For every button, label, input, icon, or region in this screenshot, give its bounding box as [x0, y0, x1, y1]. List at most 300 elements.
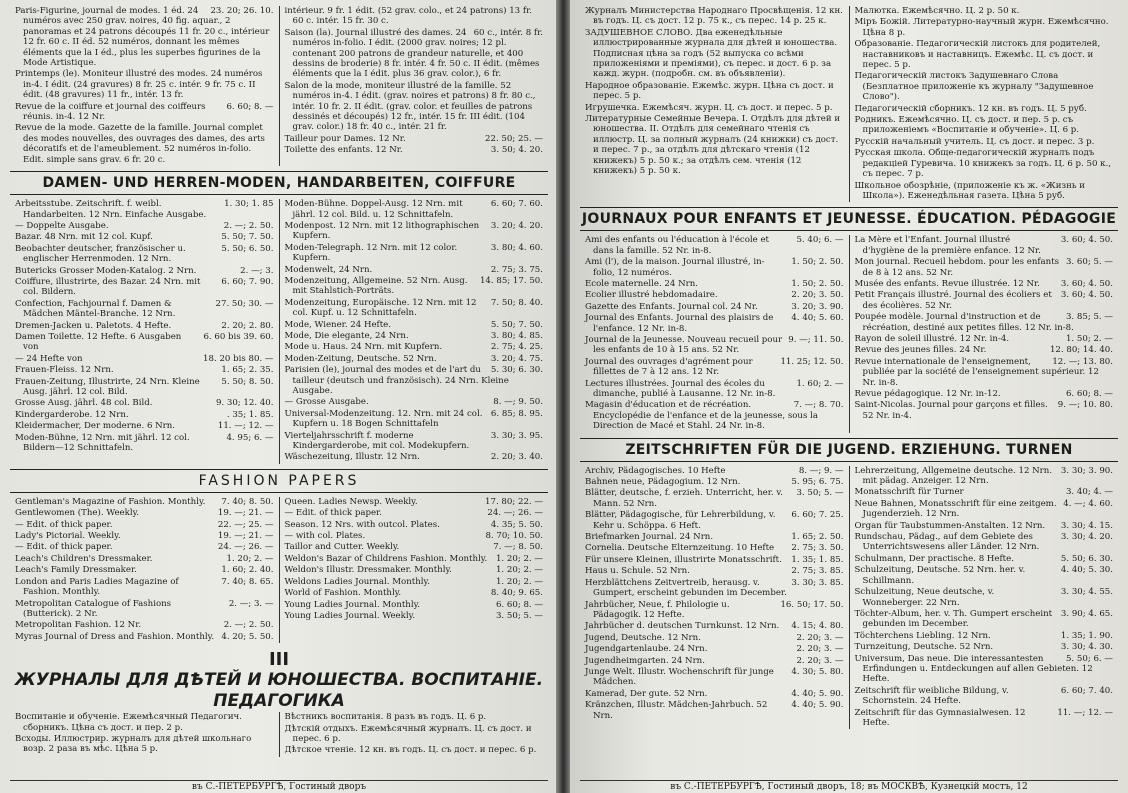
- section-heading-journaux-enfants: JOURNAUX POUR ENFANTS ET JEUNESSE. ÉDUCATION. PÉDAGOGIE: [580, 207, 1118, 231]
- listing-text: — 24 Hefte von: [15, 353, 83, 364]
- listing-price: 2. 20; 3. 50.: [791, 290, 844, 301]
- listing-price: 7. 50; 8. 40.: [490, 297, 543, 308]
- listing-price: 18. 20 bis 80. —: [203, 353, 274, 364]
- listing-entry: [285, 6, 544, 27]
- listing-entry: [855, 312, 1114, 333]
- listing-entry: [285, 745, 544, 755]
- listing-price: 12. —; 13. 80.: [1052, 356, 1113, 367]
- listing-text: Revue pédagogique. 12 Nr. in-12.: [854, 389, 1001, 399]
- listing-text: Jahrbücher d. deutschen Turnkunst. 12 Nrn.: [585, 621, 780, 632]
- right-top-col-b: [849, 6, 1119, 202]
- listing-text: Taillor and Cutter. Weekly.: [284, 542, 400, 553]
- listing-text: Frauen-Zeitung, Illustrirte, 24 Nrn. Kleine Ausg. jährl. 12 col. Bild.: [15, 376, 200, 397]
- right-top-col-a: [580, 6, 849, 202]
- listing-text: Magasin d'éducation et de récréation. Encyclopédie de l'enfance et de la jeunesse, sous la Direction de Macé et Stahl. 24 Nr. in-8.: [585, 400, 818, 432]
- listing-price: 8. 40; 9. 65.: [490, 588, 543, 599]
- listing-entry: [285, 542, 544, 552]
- listing-text: Rayon de soleil illustré. 12 Nr. in-4.: [854, 333, 1010, 344]
- listing-price: 4. 40; 5. 30.: [1060, 565, 1113, 576]
- listing-entry: [855, 400, 1114, 421]
- listing-entry: [855, 609, 1114, 630]
- listing-price: 6. 60; 8. —: [226, 101, 274, 112]
- listing-entry: [585, 235, 844, 256]
- listing-entry: [855, 290, 1114, 311]
- right-zeit-col-a: [580, 466, 849, 730]
- listing-price: 9. —; 11. 50.: [788, 334, 844, 345]
- listing-price: 4. 15; 4. 80.: [791, 621, 844, 632]
- right-zeit-columns: [580, 466, 1118, 730]
- listing-price: 9. —; 10. 80.: [1057, 400, 1113, 411]
- listing-text: Junge Welt. Illustr. Wochenschrift für junge Mädchen.: [585, 666, 774, 688]
- listing-price: 3. 50; 5. —: [796, 488, 844, 499]
- right-mid-col-a: [580, 235, 849, 432]
- listing-price: 3. 50; 5. —: [495, 610, 543, 621]
- listing-price: 6. 60; 7. 25.: [791, 510, 844, 521]
- listing-text: Metropolitan Catalogue of Fashions (Butterick). 2 Nr.: [15, 598, 172, 619]
- left-top-col-a: [10, 6, 279, 166]
- listing-text: Ecolier illustré hebdomadaire.: [585, 290, 718, 301]
- listing-price: 4. 30; 5. 80.: [791, 666, 844, 677]
- listing-text: Дѣтское чтеніе. 12 кн. въ годъ. Ц. съ дост. и перес. 6 р.: [284, 745, 537, 756]
- listing-price: 4. 95; 6. —: [226, 432, 274, 443]
- listing-price: 6. 60; 7. 90.: [221, 276, 274, 287]
- listing-price: 3. 60; 4. 50.: [1060, 290, 1113, 301]
- listing-text: Beobachter deutscher, französischer u. englischer Herrenmoden. 12 Nrn.: [15, 243, 186, 265]
- listing-price: 3. 80; 4. 85.: [490, 330, 543, 341]
- listing-entry: [585, 357, 844, 378]
- listing-text: Tailleur pour Dames. 12 Nr.: [284, 133, 406, 144]
- listing-text: Mode, Wiener. 24 Hefte.: [284, 319, 391, 330]
- listing-price: 5. 50; 7. 50.: [221, 232, 274, 243]
- listing-text: Moden-Zeitung, Deutsche. 52 Nrn.: [284, 353, 437, 364]
- listing-entry: [15, 599, 274, 620]
- listing-entry: [585, 257, 844, 278]
- listing-entry: [15, 433, 274, 454]
- listing-price: 1. 30; 1. 85: [224, 199, 274, 210]
- listing-price: 12. 80; 14. 40.: [1049, 345, 1113, 356]
- left-mid-columns: [10, 199, 548, 464]
- listing-price: 60 c., intér. 8 fr.: [473, 27, 543, 38]
- listing-entry: [855, 521, 1114, 531]
- listing-text: Poupée modèle. Journal d'instruction et de récréation, destiné aux petites filles. 12 Nr. in-8.: [854, 312, 1074, 333]
- listing-text: Jahrbücher, Neue, f. Philologie u. Pädagogik. 12 Hefte.: [585, 599, 730, 620]
- listing-text: Toilette des enfants. 12 Nr.: [284, 145, 403, 156]
- right-page: [570, 0, 1128, 793]
- listing-entry: [15, 69, 274, 100]
- listing-entry: [285, 520, 544, 530]
- listing-text: Revue de la coiffure et journal des coiffeurs réunis. in-4. 12 Nr.: [15, 101, 206, 123]
- listing-price: 3. 20; 4. 20.: [490, 220, 543, 231]
- listing-entry: [585, 578, 844, 599]
- listing-entry: [585, 656, 844, 666]
- listing-price: 1. 35; 1. 85.: [791, 554, 844, 565]
- listing-price: 1. 50; 2. —: [1065, 333, 1113, 344]
- listing-text: Rundschau, Pädag., auf dem Gebiete des Unterrichtswesens aller Länder. 12 Nrn.: [854, 532, 1040, 553]
- listing-price: 1. 20; 2. —: [226, 553, 274, 564]
- listing-entry: [15, 377, 274, 398]
- listing-entry: [15, 354, 274, 364]
- listing-entry: [855, 71, 1114, 102]
- listing-price: 7. 40; 8. 65.: [221, 576, 274, 587]
- listing-text: Archiv, Pädagogisches. 10 Hefte: [585, 465, 726, 476]
- listing-entry: [285, 431, 544, 452]
- listing-entry: [855, 532, 1114, 553]
- listing-text: Weldons Ladies Journal. Monthly.: [284, 576, 430, 587]
- listing-entry: [585, 6, 844, 27]
- listing-text: London and Paris Ladies Magazine of Fashion. Monthly.: [15, 576, 179, 598]
- listing-entry: [585, 477, 844, 487]
- listing-entry: [285, 600, 544, 610]
- listing-text: Arbeitsstube. Zeitschrift. f. weibl. Handarbeiten. 12 Nrn. Einfache Ausgabe.: [15, 199, 207, 220]
- listing-text: Young Ladies Journal. Monthly.: [284, 599, 421, 610]
- listing-entry: [285, 199, 544, 220]
- roman-numeral: III: [268, 649, 290, 671]
- listing-text: Образованіе. Педагогическій листокъ для родителей, наставниковъ и наставницъ. Ежемѣс. Ц. съ дост. и перес. 5 р.: [854, 39, 1101, 71]
- listing-text: Parisien (le), journal des modes et de l'art du tailleur (deutsch und französisch). 24 Nrn. Kleine Ausgabe.: [284, 365, 509, 396]
- listing-entry: [855, 334, 1114, 344]
- listing-price: 2. 75; 3. 50.: [791, 543, 844, 554]
- listing-entry: [15, 277, 274, 298]
- listing-text: Paris-Figurine, journal de modes. 1 éd. 24 numéros avec 250 grav. noires, 40 fig. aquar., 2 panoramas et 24 patrons découpés 11 fr. 20 c., intérieur 12 fr. 60 c. II éd. 52 numéros, donnant les mêmes éléments que la I éd., plus les superbes figurines de la Mode Artistique.: [15, 6, 270, 69]
- listing-price: 5. 50; 6. 30.: [1060, 553, 1113, 564]
- listing-entry: [855, 587, 1114, 608]
- listing-text: Lectures illustrées. Journal des écoles du dimanche, publié à Lausanne. 12 Nr. in-8.: [585, 378, 776, 399]
- listing-price: . 35; 1. 85.: [226, 409, 274, 420]
- listing-text: Butericks Grosser Moden-Katalog. 2 Nrn.: [15, 265, 197, 276]
- listing-entry: [15, 577, 274, 598]
- right-footer: въ С.-ПЕТЕРБУРГѢ, Гостиный дворъ, 18; въ МОСКВѢ, Кузнецкій мостъ, 12: [580, 780, 1118, 792]
- listing-entry: [855, 181, 1114, 202]
- listing-text: Haus u. Schule. 52 Nrn.: [585, 566, 690, 577]
- listing-text: Jugendgartenlaube. 24 Nrn.: [585, 644, 708, 655]
- listing-entry: [585, 566, 844, 576]
- listing-text: Lehrerzeitung, Allgemeine deutsche. 12 Nrn. mit pädag. Anzeiger. 12 Nrn.: [854, 465, 1053, 487]
- listing-price: 7. —; 8. 70.: [793, 400, 844, 411]
- listing-entry: [585, 621, 844, 631]
- listing-entry: [585, 302, 844, 312]
- listing-price: 8. —; 9. 50.: [493, 397, 543, 408]
- left-top-col-b: [279, 6, 549, 166]
- listing-entry: [15, 199, 274, 220]
- listing-text: Organ für Taubstummen-Anstalten. 12 Nrn.: [854, 520, 1046, 531]
- left-fashion-columns: [10, 497, 548, 643]
- listing-entry: [285, 28, 544, 80]
- russian-section-title: ЖУРНАЛЫ ДЛЯ ДѢТЕЙ И ЮНОШЕСТВА. ВОСПИТАНІЕ.: [14, 670, 544, 691]
- listing-text: Mode, Die elegante, 24 Nrn.: [284, 330, 409, 341]
- listing-text: Малютка. Ежемѣсячно. Ц. 2 р. 50 к.: [854, 6, 1020, 16]
- listing-entry: [285, 554, 544, 564]
- listing-text: Kleidermacher, Der moderne. 6 Nrn.: [15, 421, 176, 432]
- left-page: [0, 0, 558, 793]
- listing-price: 3. 20; 3. 90.: [791, 301, 844, 312]
- listing-entry: [15, 554, 274, 564]
- listing-price: 2. 75; 3. 75.: [490, 264, 543, 275]
- listing-text: Musée des enfants. Revue illustrée. 12 Nr.: [854, 278, 1040, 289]
- listing-entry: [285, 320, 544, 330]
- listing-entry: [15, 520, 274, 530]
- listing-entry: [855, 389, 1114, 399]
- listing-price: 1. 50; 2. 50.: [791, 278, 844, 289]
- left-russian-col-a: [10, 712, 279, 757]
- listing-text: Revue internationale de l'enseignement, publiée par la société de l'enseignement supérieur. 12 Nr. in-8.: [854, 356, 1099, 388]
- listing-text: Schulmann, Der practische. 8 Hefte.: [854, 553, 1014, 564]
- listing-price: 14. 85; 17. 50.: [479, 275, 543, 286]
- listing-text: Universal-Modenzeitung. 12. Nrn. mit 24 col. Kupfern u. 18 Bogen Schnittafeln: [284, 408, 483, 430]
- listing-text: Modenzeitung, Europäische. 12 Nrn. mit 12 col. Kupf. u. 12 Schnittafeln.: [284, 297, 477, 319]
- listing-text: Herzblättchens Zeitvertreib, herausg. v. Gumpert, erscheint gebunden im December.: [585, 577, 787, 599]
- listing-text: Дѣтскій отдыхъ. Ежемѣсячный журналъ. Ц. съ дост. и перес. 6 р.: [284, 723, 532, 744]
- listing-text: Cornelia. Deutsche Elternzeitung. 10 Hefte: [585, 543, 775, 554]
- listing-entry: [15, 332, 274, 353]
- listing-price: 23. 20; 26. 10.: [210, 6, 274, 16]
- listing-price: 2. —; 3. —: [228, 598, 274, 609]
- listing-entry: [15, 232, 274, 242]
- listing-text: Kamerad, Der gute. 52 Nrn.: [585, 688, 708, 699]
- listing-price: 4. 20; 5. 50.: [221, 631, 274, 642]
- listing-price: 8. —; 9. —: [798, 465, 844, 476]
- listing-entry: [285, 145, 544, 155]
- listing-text: Ami des enfants ou l'éducation à l'école et dans la famille. 52 Nr. in-8.: [585, 235, 770, 256]
- listing-entry: [285, 577, 544, 587]
- listing-text: Jugend, Deutsche. 12 Nrn.: [585, 632, 701, 643]
- listing-text: — with col. Plates.: [284, 531, 366, 542]
- listing-text: — Edit. of thick paper.: [15, 542, 113, 553]
- listing-text: Ecole maternelle. 24 Nrn.: [585, 278, 698, 289]
- listing-price: 8. 70; 10. 50.: [485, 531, 543, 542]
- listing-price: 22. 50; 25. —: [485, 133, 543, 144]
- listing-entry: [585, 633, 844, 643]
- listing-text: Für unsere Kleinen, illustrirte Monatsschrift.: [585, 554, 782, 565]
- listing-entry: [15, 244, 274, 265]
- listing-entry: [855, 554, 1114, 564]
- listing-entry: [585, 689, 844, 699]
- listing-text: Dremen-Jacken u. Paletots. 4 Hefte.: [15, 320, 172, 331]
- listing-price: 19. —; 21. —: [217, 508, 274, 519]
- listing-text: Myras Journal of Dress and Fashion. Monthly.: [15, 631, 215, 642]
- listing-price: 5. 40; 6. —: [796, 235, 844, 246]
- listing-text: Grosse Ausg. jährl. 48 col. Bild.: [15, 398, 153, 409]
- listing-price: 7. —; 8. 50.: [493, 542, 543, 553]
- listing-price: 24. —; 26. —: [217, 542, 274, 553]
- listing-entry: [855, 487, 1114, 497]
- listing-price: 3. 30; 3. 90.: [1060, 465, 1113, 476]
- left-top-columns: [10, 6, 548, 166]
- listing-entry: [285, 497, 544, 507]
- listing-price: 4. —; 4. 60.: [1063, 498, 1113, 509]
- listing-price: 5. 50; 8. 50.: [221, 376, 274, 387]
- section-heading-damen-moden: DAMEN- UND HERREN-MODEN, HANDARBEITEN, COIFFURE: [10, 171, 548, 195]
- listing-entry: [285, 342, 544, 352]
- listing-text: Salon de la mode, moniteur illustré de la famille. 52 numéros in-4. I édit. (grav. noires et patrons) 8 fr. 80 c., intér. 10 fr. 2. II édit. (grav. color. et feuilles de patrons dessinés et découpés) 12 fr., intér. 15 fr. III édit. (104 grav. color.) 18 fr. 40 c., intér. 21 fr.: [284, 80, 536, 133]
- listing-entry: [15, 410, 274, 420]
- listing-text: Wäschezeitung, Illustr. 12 Nrn.: [284, 452, 420, 463]
- listing-text: Revue des jeunes filles. 24 Nr.: [854, 345, 987, 356]
- listing-text: Journal des ouvrages d'agrément pour fillettes de 7 à 12 ans. 12 Nr.: [585, 356, 753, 378]
- listing-text: Young Ladies Journal. Weekly.: [284, 610, 416, 621]
- listing-entry: [855, 257, 1114, 278]
- listing-entry: [855, 345, 1114, 355]
- listing-entry: [585, 644, 844, 654]
- listing-text: Confection, Fachjournal f. Damen & Mädchen Mäntel-Branche. 12 Nrn.: [15, 298, 176, 320]
- listing-price: 1. 60; 2. 40.: [221, 565, 274, 576]
- listing-price: 6. 60; 8. —: [495, 599, 543, 610]
- listing-entry: [15, 321, 274, 331]
- listing-entry: [285, 365, 544, 396]
- left-fashion-col-a: [10, 497, 279, 643]
- listing-text: Töchterchens Liebling. 12 Nrn.: [854, 630, 991, 641]
- listing-price: 3. 60; 4. 50.: [1060, 235, 1113, 246]
- listing-price: 3. 30; 3. 85.: [791, 577, 844, 588]
- listing-entry: [855, 642, 1114, 652]
- listing-price: 3. 30; 3. 95.: [490, 430, 543, 441]
- listing-text: Modenwelt, 24 Nrn.: [284, 264, 373, 275]
- listing-text: Turnzeitung, Deutsche. 52 Nrn.: [854, 642, 994, 653]
- listing-text: Moden-Telegraph. 12 Nrn. mit 12 color. Kupfern.: [284, 242, 458, 264]
- listing-text: Petit Français illustré. Journal des écoliers et des écolières. 52 Nr.: [854, 290, 1052, 311]
- listing-price: 5. 95; 6. 75.: [791, 477, 844, 488]
- listing-text: Kindergarderobe. 12 Nrn.: [15, 409, 129, 420]
- listing-price: 9. 30; 12. 40.: [215, 398, 274, 409]
- listing-text: Damen Toilette. 12 Hefte. 6 Ausgaben von: [15, 331, 182, 353]
- listing-entry: [585, 335, 844, 356]
- listing-price: 19. —; 21. —: [217, 531, 274, 542]
- listing-entry: [15, 542, 274, 552]
- listing-text: Bahnen neue, Pädagogium. 12 Nrn.: [585, 477, 741, 488]
- listing-entry: [585, 667, 844, 688]
- listing-text: Mon journal. Recueil hebdom. pour les enfants de 8 à 12 ans. 52 Nr.: [854, 257, 1060, 278]
- listing-text: Педагогическій сборникъ. 12 кн. въ годъ. Ц. 5 руб.: [854, 103, 1087, 114]
- listing-price: 6. 60; 7. 60.: [490, 199, 543, 210]
- listing-text: intérieur. 9 fr. 1 édit. (52 grav. colo., et 24 patrons) 13 fr. 60 c. intér. 15 fr. 30 c.: [284, 6, 532, 27]
- left-footer: въ С.-ПЕТЕРБУРГѢ, Гостиный дворъ: [10, 780, 548, 792]
- listing-entry: [285, 265, 544, 275]
- listing-text: Printemps (le). Moniteur illustré des modes. 24 numéros in-4. I édit. (24 gravures) 8 fr. 25 c. intér. 9 fr. 75 c. II édit. (48 gravures) 11 fr., intér. 13 fr.: [15, 69, 263, 101]
- listing-entry: [855, 654, 1114, 685]
- listing-text: Игрушечка. Ежемѣсяч. журн. Ц. съ дост. и перес. 5 р.: [585, 102, 833, 113]
- listing-text: Gentleman's Magazine of Fashion. Monthly.: [15, 496, 206, 507]
- listing-entry: [585, 400, 844, 431]
- right-mid-col-b: [849, 235, 1119, 432]
- listing-price: 4. 40; 5. 90.: [791, 700, 844, 711]
- listing-entry: [855, 39, 1114, 70]
- listing-entry: [15, 497, 274, 507]
- listing-text: Revue de la mode. Gazette de la famille. Journal complet des modes nouvelles, des ouvrages des dames, des arts décoratifs et de l'ameublement. 52 numéros in-folio. Edit. simple sans grav. 6 fr. 20 c.: [15, 123, 265, 165]
- listing-price: 3. 80; 4. 60.: [490, 242, 543, 253]
- listing-text: Jugendheimgarten. 24 Nrn.: [585, 655, 705, 666]
- listing-entry: [285, 712, 544, 722]
- russian-section-subtitle: ПЕДАГОГИКА: [213, 691, 345, 712]
- listing-entry: [15, 299, 274, 320]
- listing-price: 4. 35; 5. 50.: [490, 519, 543, 530]
- listing-entry: [15, 365, 274, 375]
- section-heading-zeitschriften-jugend: ZEITSCHRIFTEN FÜR DIE JUGEND. ERZIEHUNG. TURNEN: [580, 438, 1118, 462]
- listing-price: 1. 35; 1. 90.: [1060, 630, 1113, 641]
- listing-text: Школьное обозрѣніе, (приложеніе къ ж. «Жизнь и Школа»). Еженедѣльная газета. Цѣна 5 руб.: [854, 180, 1085, 201]
- listing-price: 22. —; 25. —: [217, 519, 274, 530]
- left-fashion-col-b: [279, 497, 549, 643]
- listing-price: 6. 85; 8. 95.: [490, 408, 543, 419]
- listing-entry: [285, 298, 544, 319]
- listing-text: Русская школа. Обще-педагогическій журналъ подъ редакціей Гуревича. 10 книжекъ за годъ. Ц. 6 р. 50 к., съ перес. 7 р.: [854, 148, 1111, 180]
- listing-text: — Doppelte Ausgabe.: [15, 220, 109, 231]
- listing-entry: [285, 81, 544, 133]
- listing-text: Blätter, deutsche, f. erzieh. Unterricht, her. v. Mann. 52 Nrn.: [585, 488, 783, 509]
- listing-price: 2. 75; 4. 25.: [490, 342, 543, 353]
- listing-text: Saint-Nicolas. Journal pour garçons et filles. 52 Nr. in-4.: [854, 400, 1048, 421]
- listing-price: 11. —; 12. —: [1057, 707, 1113, 718]
- listing-entry: [585, 532, 844, 542]
- listing-price: 1. 65; 2. 50.: [791, 532, 844, 543]
- listing-text: Leach's Family Dressmaker.: [15, 565, 137, 576]
- listing-entry: [585, 555, 844, 565]
- listing-text: Литературные Семейные Вечера. I. Отдѣлъ для дѣтей и юношества. II. Отдѣлъ для семейнаго чтенія съ иллюстр. Ц. за полный журналъ (24 книжки) съ дост. и перес. 7 р., за отдѣлъ для дѣтскаго чтенія (12 книжекъ) 5 р. 50 к.; за отдѣлъ сем. чтенія (12 книжекъ) 5 р. 50 к.: [585, 114, 841, 177]
- listing-entry: [855, 235, 1114, 256]
- listing-entry: [285, 397, 544, 407]
- listing-text: Bazar. 48 Nrn. mit 12 col. Kupf.: [15, 232, 153, 243]
- listing-price: 3. 30; 4. 30.: [1060, 642, 1113, 653]
- listing-price: 2. —; 2. 50.: [223, 620, 274, 631]
- listing-entry: [585, 379, 844, 400]
- listing-entry: [585, 103, 844, 113]
- listing-price: 3. 20; 4. 75.: [490, 353, 543, 364]
- listing-text: Weldon's Bazar of Childrens Fashion. Monthly.: [284, 553, 488, 564]
- listing-entry: [285, 354, 544, 364]
- listing-entry: [15, 6, 274, 68]
- listing-text: Міръ Божій. Литературно-научный журн. Ежемѣсячно. Цѣна 8 р.: [854, 17, 1109, 38]
- listing-text: Ami (l'), de la maison. Journal illustré, in-folio, 12 numéros.: [585, 257, 765, 278]
- listing-price: 3. 85; 5. —: [1065, 312, 1113, 323]
- listing-entry: [585, 488, 844, 509]
- listing-price: 4. 40; 5. 90.: [791, 688, 844, 699]
- left-mid-col-a: [10, 199, 279, 464]
- listing-price: 27. 50; 30. —: [215, 298, 274, 309]
- listing-text: Modenpost. 12 Nrn. mit 12 lithographischen Kupfern.: [284, 220, 480, 242]
- listing-price: 2. 75; 3. 85.: [791, 566, 844, 577]
- listing-entry: [15, 620, 274, 630]
- listing-text: Neue Bahnen, Monatsschrift für eine zeitgem. Jugenderzieh. 12 Nrn.: [854, 498, 1057, 520]
- listing-text: World of Fashion. Monthly.: [284, 588, 402, 599]
- listing-entry: [855, 279, 1114, 289]
- listing-entry: [855, 115, 1114, 136]
- listing-entry: [855, 708, 1114, 729]
- listing-text: Вѣстникъ воспитанія. 8 разъ въ годъ. Ц. 6 р.: [284, 712, 487, 723]
- listing-price: 17. 80; 22. —: [485, 496, 543, 507]
- listing-entry: [585, 28, 844, 80]
- listing-price: 1. 65; 2. 35.: [221, 365, 274, 376]
- listing-text: Mode u. Haus. 24 Nrn. mit Kupfern.: [284, 342, 443, 353]
- listing-price: 3. 60; 5. —: [1065, 257, 1113, 268]
- listing-entry: [15, 123, 274, 165]
- listing-text: Modenzeitung, Allgemeine. 52 Nrn. Ausg. mit Stahlstich-Porträts.: [284, 275, 468, 297]
- listing-price: 5. 50; 6. —: [1065, 653, 1113, 664]
- listing-price: 3. 50; 4. 20.: [490, 145, 543, 156]
- listing-entry: [285, 409, 544, 430]
- listing-text: Journal des Enfants. Journal des plaisirs de l'enfance. 12 Nr. in-8.: [585, 313, 774, 334]
- listing-price: 11. 25; 12. 50.: [780, 356, 844, 367]
- listing-entry: [15, 734, 274, 755]
- listing-price: 2. 20; 3. —: [796, 644, 844, 655]
- listing-entry: [855, 137, 1114, 147]
- left-russian-columns: [10, 712, 548, 757]
- listing-entry: [15, 102, 274, 123]
- listing-text: — Grosse Ausgabe.: [284, 397, 369, 408]
- listing-price: 1. 20; 2. —: [495, 553, 543, 564]
- listing-text: Frauen-Fleiss. 12 Nrn.: [15, 365, 114, 376]
- listing-price: 3. 90; 4. 65.: [1060, 608, 1113, 619]
- listing-entry: [855, 499, 1114, 520]
- listing-price: 6. 60; 8. —: [1065, 389, 1113, 399]
- listing-text: Moden-Bühne. Doppel-Ausg. 12 Nrn. mit jährl. 12 col. Bild. u. 12 Schnittafeln.: [284, 199, 463, 220]
